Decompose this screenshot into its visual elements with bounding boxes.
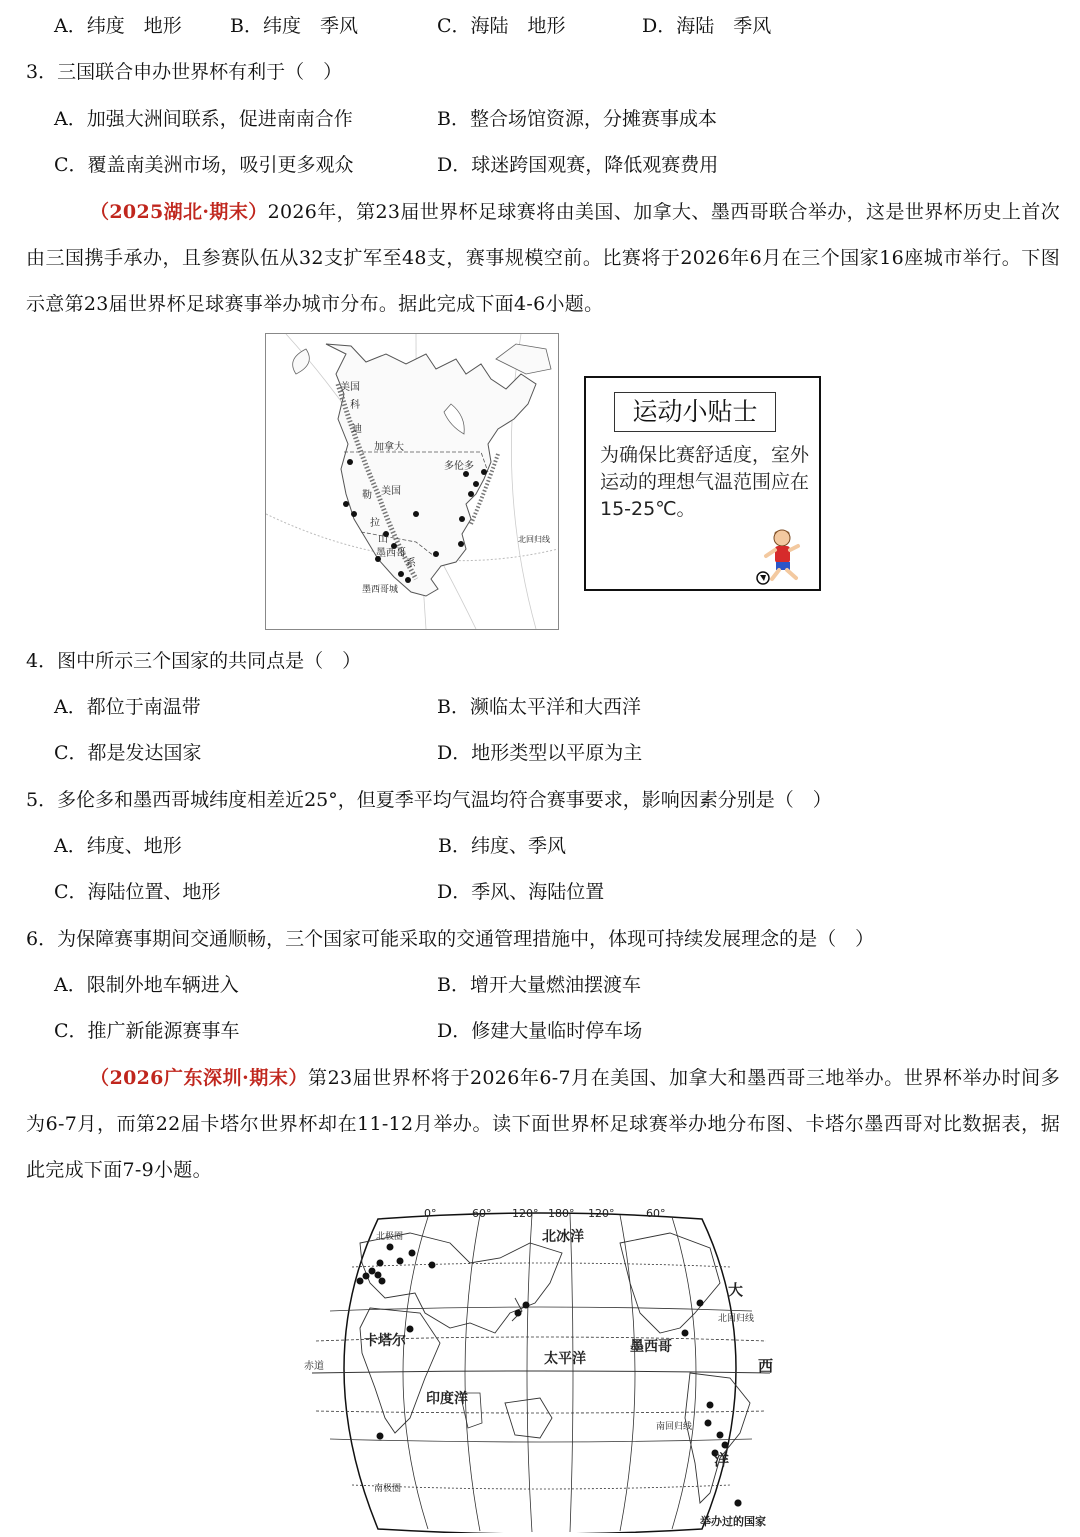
sports-tip-title: 运动小贴士 [614,392,776,432]
map2-label-arctic-circle: 北极圈 [376,1232,404,1242]
map1-label-tropic-of-cancer: 北回归线 [518,535,550,544]
sports-tip-box [584,376,821,591]
map2-label-tropic-of-cancer: 北回归线 [718,1314,755,1324]
q2-option-b: B．纬度 季风 [230,15,358,37]
map1-label-usa: 美国 [381,486,401,497]
world-map-svg [300,1203,782,1533]
passage-2-source: （2026广东深圳·期末） [90,1067,309,1089]
map2-lon-60w: 60° [646,1207,666,1220]
q4-option-d: D．地形类型以平原为主 [437,742,643,764]
q6-option-a: A．限制外地车辆进入 [54,974,239,996]
map1-label-shan: 山 [378,534,388,545]
map1-label-la: 拉 [370,518,380,529]
passage-2-text: 第23届世界杯将于2026年6-7月在美国、加拿大和墨西哥三地举办。世界杯举办时间多为6-7月，而第22届卡塔尔世界杯却在11-12月举办。读下面世界杯足球赛举办地分布图、卡塔尔墨西哥对比数据表，据此完成下面7-9小题。 [26,1067,1060,1181]
q2-option-c: C．海陆 地形 [437,15,566,37]
passage-2 [26,1055,1060,1193]
q4-stem: 4．图中所示三个国家的共同点是（ ） [26,650,362,672]
map2-legend: 举办过的国家 [700,1515,766,1528]
q6-stem: 6．为保障赛事期间交通顺畅，三个国家可能采取的交通管理措施中，体现可持续发展理念的是（ ） [26,928,875,950]
map1-label-xi: 系 [406,558,416,569]
map2-label-arctic-ocean: 北冰洋 [542,1229,584,1245]
map2-label-atlantic-da: 大 [728,1281,744,1299]
map2-label-tropic-of-capricorn: 南回归线 [656,1422,693,1432]
map2-label-indian-ocean: 印度洋 [426,1391,468,1407]
map2-label-mexico: 墨西哥 [630,1339,672,1355]
map1-label-mexico: 墨西哥 [376,548,406,559]
map1-label-ke: 科 [350,400,360,411]
map2-lon-180: 180° [548,1207,575,1220]
q3-stem: 3．三国联合申办世界杯有利于（ ） [26,61,343,83]
passage-1-text: 2026年，第23届世界杯足球赛将由美国、加拿大、墨西哥联合举办，这是世界杯历史上首次由三国携手承办，且参赛队伍从32支扩军至48支，赛事规模空前。比赛将于2026年6月在三个国家16座城市举行。下图示意第23届世界杯足球赛事举办城市分布。据此完成下面4-6小题。 [26,201,1060,315]
map1-label-canada: 加拿大 [374,442,404,453]
passage-1 [26,189,1060,327]
q4-option-c: C．都是发达国家 [54,742,202,764]
map1-label-toronto: 多伦多 [444,461,474,472]
map2-lon-60e: 60° [472,1207,492,1220]
map2-label-qatar: 卡塔尔 [364,1333,406,1349]
sports-tip-text: 为确保比赛舒适度，室外运动的理想气温范围应在15-25℃。 [600,444,810,520]
map2-label-antarctic-circle: 南极圈 [374,1484,402,1494]
world-map [300,1203,782,1533]
map1-label-mexico-city: 墨西哥城 [362,585,399,595]
q4-option-a: A．都位于南温带 [54,696,201,718]
q5-option-a: A．纬度、地形 [54,835,182,857]
q5-option-b: B．纬度、季风 [438,835,566,857]
q5-option-c: C．海陆位置、地形 [54,881,221,903]
q5-option-d: D．季风、海陆位置 [437,881,605,903]
q3-option-b: B．整合场馆资源，分摊赛事成本 [437,108,717,130]
q3-option-d: D．球迷跨国观赛，降低观赛费用 [437,154,719,176]
map2-lon-120e: 120° [512,1207,539,1220]
q3-option-a: A．加强大洲间联系，促进南南合作 [54,108,353,130]
q2-option-d: D．海陆 季风 [642,15,772,37]
map2-lon-120w: 120° [588,1207,615,1220]
q6-option-c: C．推广新能源赛事车 [54,1020,240,1042]
soccer-player-icon [752,524,814,586]
map2-label-equator: 赤道 [304,1361,324,1372]
map1-label-usa-alaska: 美国 [340,382,360,393]
map2-label-atlantic-yang: 洋 [714,1451,730,1469]
map1-label-le: 勒 [362,490,372,501]
q6-option-d: D．修建大量临时停车场 [437,1020,643,1042]
map2-lon-0: 0° [424,1207,437,1220]
map2-label-pacific-ocean: 太平洋 [544,1351,586,1367]
q2-option-a: A．纬度 地形 [54,15,182,37]
legend-dot-icon [735,1500,742,1507]
q4-option-b: B．濒临太平洋和大西洋 [437,696,641,718]
north-america-map [265,333,559,630]
north-america-map-svg [266,334,558,629]
passage-1-source: （2025湖北·期末） [90,201,268,223]
q5-stem: 5．多伦多和墨西哥城纬度相差近25°，但夏季平均气温均符合赛事要求，影响因素分别是（ ） [26,789,832,811]
map1-label-di: 迪 [352,424,362,435]
q6-option-b: B．增开大量燃油摆渡车 [437,974,641,996]
q3-option-c: C．覆盖南美洲市场，吸引更多观众 [54,154,354,176]
map2-label-atlantic-xi: 西 [758,1357,774,1375]
